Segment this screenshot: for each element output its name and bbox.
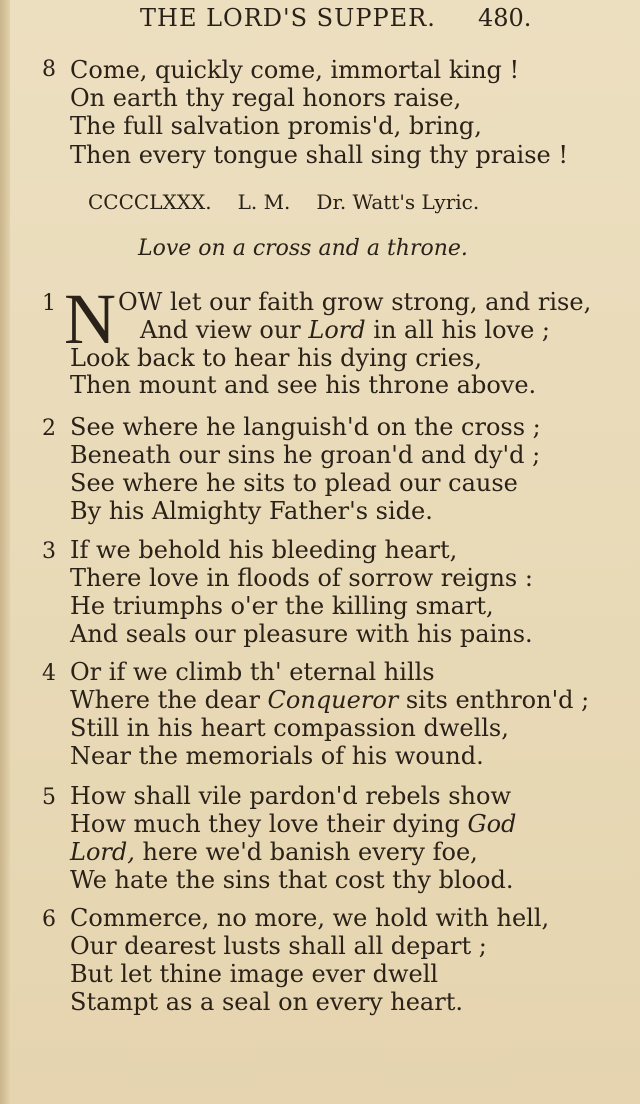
hymn-number: CCCCLXXX. xyxy=(88,190,212,214)
verse-line: Then every tongue shall sing thy praise ! xyxy=(70,141,568,169)
drop-cap: N xyxy=(64,279,116,359)
verse-line: Look back to hear his dying cries, xyxy=(70,344,482,372)
verse-line: By his Almighty Father's side. xyxy=(70,497,433,525)
verse-number: 8 xyxy=(42,57,56,82)
hymn-meter: L. M. xyxy=(237,190,291,214)
stanza-number: 3 xyxy=(42,539,56,564)
verse-line: On earth thy regal honors raise, xyxy=(70,84,462,112)
verse-line: The full salvation promis'd, bring, xyxy=(70,112,482,140)
stanza-number: 2 xyxy=(42,416,56,441)
verse-line: Or if we climb th' eternal hills xyxy=(70,658,435,686)
verse-line: Then mount and see his throne above. xyxy=(70,371,537,399)
stanza-number: 6 xyxy=(42,907,56,932)
verse-line: See where he sits to plead our cause xyxy=(70,469,518,497)
hymn-subtitle: Love on a cross and a throne. xyxy=(138,236,468,261)
page-number: 480. xyxy=(478,4,532,32)
verse-line: And view our Lord in all his love ; xyxy=(140,316,550,344)
verse-line: Come, quickly come, immortal king ! xyxy=(70,56,520,84)
stanza-number: 1 xyxy=(42,291,56,316)
verse-line: If we behold his bleeding heart, xyxy=(70,536,458,564)
verse-line: And seals our pleasure with his pains. xyxy=(70,620,533,648)
verse-line: We hate the sins that cost thy blood. xyxy=(70,866,514,894)
verse-line: OW let our faith grow strong, and rise, xyxy=(118,288,592,316)
verse-line: Commerce, no more, we hold with hell, xyxy=(70,904,550,932)
verse-line: How shall vile pardon'd rebels show xyxy=(70,782,511,810)
verse-line: Beneath our sins he groan'd and dy'd ; xyxy=(70,441,541,469)
verse-line: Lord, here we'd banish every foe, xyxy=(70,838,478,866)
hymn-author: Dr. Watt's Lyric. xyxy=(316,190,480,214)
running-header-title: THE LORD'S SUPPER. xyxy=(140,4,436,32)
page-gutter xyxy=(0,0,10,1104)
verse-line: Still in his heart compassion dwells, xyxy=(70,714,509,742)
verse-line: Stampt as a seal on every heart. xyxy=(70,988,463,1016)
verse-line: Our dearest lusts shall all depart ; xyxy=(70,932,487,960)
verse-line: Near the memorials of his wound. xyxy=(70,742,484,770)
verse-line: See where he languish'd on the cross ; xyxy=(70,413,541,441)
stanza-number: 4 xyxy=(42,661,56,686)
hymn-heading xyxy=(88,190,479,214)
verse-line: How much they love their dying God xyxy=(70,810,517,838)
stanza-number: 5 xyxy=(42,785,56,810)
verse-line: There love in floods of sorrow reigns : xyxy=(70,564,533,592)
verse-line: Where the dear Conqueror sits enthron'd ; xyxy=(70,686,590,714)
verse-line: He triumphs o'er the killing smart, xyxy=(70,592,494,620)
verse-line: But let thine image ever dwell xyxy=(70,960,439,988)
